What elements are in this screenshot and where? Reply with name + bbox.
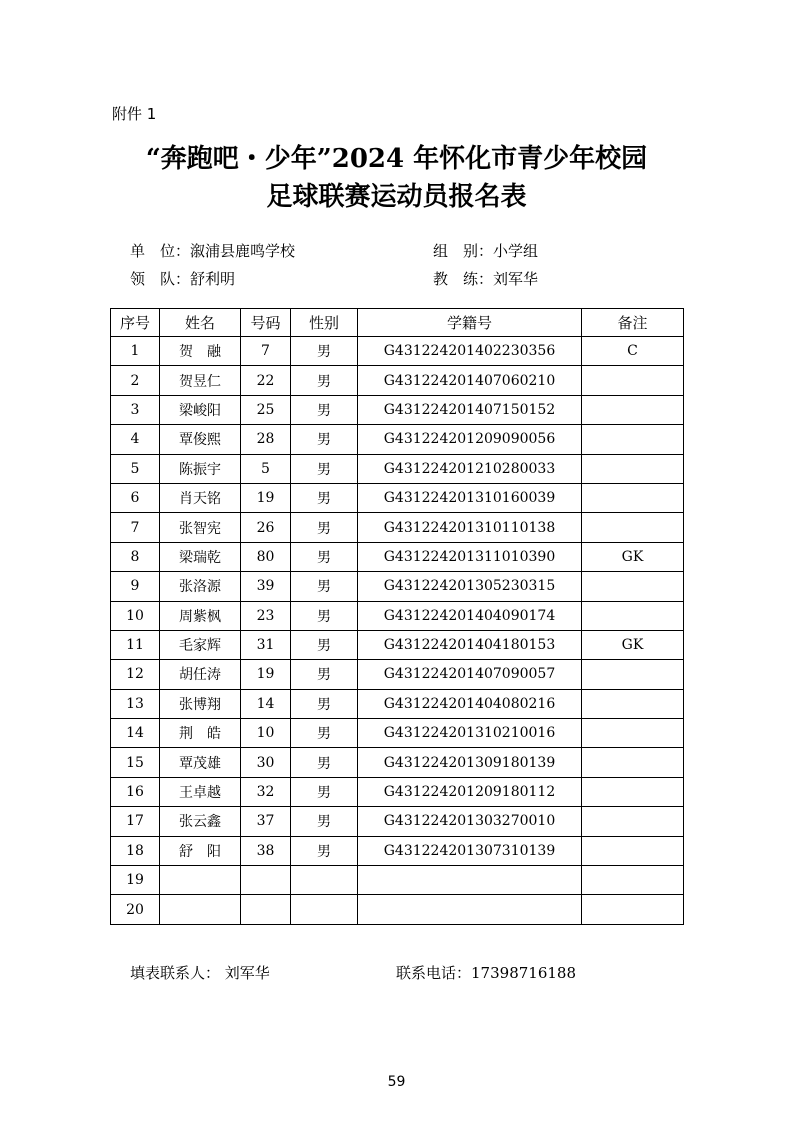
cell-name: 舒 阳 bbox=[160, 836, 241, 865]
cell-name: 张洛源 bbox=[160, 572, 241, 601]
page-number: 59 bbox=[387, 1074, 406, 1090]
cell-student-id bbox=[358, 895, 582, 924]
group-label: 组 别： bbox=[433, 242, 494, 260]
cell-name bbox=[160, 866, 241, 895]
table-row bbox=[111, 337, 684, 366]
header-remark: 备注 bbox=[582, 309, 684, 337]
group-info bbox=[433, 240, 538, 261]
table-row bbox=[111, 777, 684, 806]
cell-remark bbox=[582, 454, 684, 483]
cell-name: 覃茂雄 bbox=[160, 748, 241, 777]
contact-value: 刘军华 bbox=[224, 964, 270, 982]
table-row bbox=[111, 630, 684, 659]
contact-person bbox=[130, 962, 270, 983]
cell-gender: 男 bbox=[291, 601, 358, 630]
cell-seq: 15 bbox=[111, 748, 160, 777]
cell-number: 31 bbox=[241, 630, 291, 659]
unit-value: 溆浦县鹿鸣学校 bbox=[190, 242, 296, 260]
table-row bbox=[111, 719, 684, 748]
group-value: 小学组 bbox=[493, 242, 539, 260]
coach-label: 教 练： bbox=[433, 270, 494, 288]
cell-student-id: G431224201404080216 bbox=[358, 689, 582, 718]
cell-number bbox=[241, 895, 291, 924]
cell-remark bbox=[582, 513, 684, 542]
cell-remark bbox=[582, 836, 684, 865]
cell-remark bbox=[582, 572, 684, 601]
cell-number: 38 bbox=[241, 836, 291, 865]
cell-student-id: G431224201407150152 bbox=[358, 395, 582, 424]
cell-remark bbox=[582, 866, 684, 895]
cell-gender: 男 bbox=[291, 366, 358, 395]
cell-gender: 男 bbox=[291, 836, 358, 865]
cell-remark bbox=[582, 395, 684, 424]
cell-student-id: G431224201311010390 bbox=[358, 542, 582, 571]
table-row bbox=[111, 572, 684, 601]
table-row bbox=[111, 425, 684, 454]
cell-seq: 2 bbox=[111, 366, 160, 395]
cell-number: 10 bbox=[241, 719, 291, 748]
cell-name: 王卓越 bbox=[160, 777, 241, 806]
cell-seq: 3 bbox=[111, 395, 160, 424]
cell-remark bbox=[582, 719, 684, 748]
table-row bbox=[111, 866, 684, 895]
cell-number: 23 bbox=[241, 601, 291, 630]
cell-number: 5 bbox=[241, 454, 291, 483]
cell-name: 周紫枫 bbox=[160, 601, 241, 630]
cell-number: 26 bbox=[241, 513, 291, 542]
cell-remark: GK bbox=[582, 542, 684, 571]
coach-value: 刘军华 bbox=[493, 270, 539, 288]
cell-seq: 16 bbox=[111, 777, 160, 806]
cell-gender: 男 bbox=[291, 395, 358, 424]
cell-student-id: G431224201209180112 bbox=[358, 777, 582, 806]
cell-remark bbox=[582, 895, 684, 924]
cell-number: 14 bbox=[241, 689, 291, 718]
cell-remark bbox=[582, 483, 684, 512]
attachment-label: 附件 1 bbox=[112, 105, 157, 123]
cell-remark bbox=[582, 689, 684, 718]
form-title-line-1: “奔跑吧・少年”2024 年怀化市青少年校园 bbox=[145, 144, 648, 174]
cell-seq: 5 bbox=[111, 454, 160, 483]
cell-number: 32 bbox=[241, 777, 291, 806]
table-row bbox=[111, 454, 684, 483]
unit-label: 单 位： bbox=[130, 242, 191, 260]
cell-name: 张智宪 bbox=[160, 513, 241, 542]
phone-value: 17398716188 bbox=[471, 964, 576, 982]
table-row bbox=[111, 483, 684, 512]
cell-student-id: G431224201210280033 bbox=[358, 454, 582, 483]
cell-gender: 男 bbox=[291, 807, 358, 836]
cell-student-id: G431224201209090056 bbox=[358, 425, 582, 454]
table-row bbox=[111, 689, 684, 718]
cell-gender: 男 bbox=[291, 630, 358, 659]
cell-student-id: G431224201310210016 bbox=[358, 719, 582, 748]
header-name: 姓名 bbox=[160, 309, 241, 337]
cell-student-id: G431224201305230315 bbox=[358, 572, 582, 601]
table-row bbox=[111, 513, 684, 542]
cell-student-id: G431224201407090057 bbox=[358, 660, 582, 689]
cell-number: 39 bbox=[241, 572, 291, 601]
cell-gender: 男 bbox=[291, 483, 358, 512]
cell-gender: 男 bbox=[291, 337, 358, 366]
table-row bbox=[111, 542, 684, 571]
cell-number: 37 bbox=[241, 807, 291, 836]
form-title-line-2: 足球联赛运动员报名表 bbox=[266, 182, 527, 212]
cell-seq: 7 bbox=[111, 513, 160, 542]
cell-remark bbox=[582, 660, 684, 689]
cell-student-id bbox=[358, 866, 582, 895]
cell-student-id: G431224201402230356 bbox=[358, 337, 582, 366]
cell-name: 覃俊熙 bbox=[160, 425, 241, 454]
cell-seq: 11 bbox=[111, 630, 160, 659]
cell-student-id: G431224201310110138 bbox=[358, 513, 582, 542]
cell-gender: 男 bbox=[291, 689, 358, 718]
cell-name: 贺 融 bbox=[160, 337, 241, 366]
cell-name: 梁瑞乾 bbox=[160, 542, 241, 571]
leader-info bbox=[130, 268, 235, 289]
cell-seq: 9 bbox=[111, 572, 160, 601]
cell-gender: 男 bbox=[291, 748, 358, 777]
cell-seq: 17 bbox=[111, 807, 160, 836]
contact-phone bbox=[396, 962, 576, 983]
table-row bbox=[111, 395, 684, 424]
leader-value: 舒利明 bbox=[190, 270, 236, 288]
cell-number: 30 bbox=[241, 748, 291, 777]
cell-gender: 男 bbox=[291, 777, 358, 806]
header-student-id: 学籍号 bbox=[358, 309, 582, 337]
cell-student-id: G431224201303270010 bbox=[358, 807, 582, 836]
cell-gender: 男 bbox=[291, 513, 358, 542]
cell-student-id: G431224201307310139 bbox=[358, 836, 582, 865]
cell-name: 张云鑫 bbox=[160, 807, 241, 836]
cell-seq: 4 bbox=[111, 425, 160, 454]
cell-number: 7 bbox=[241, 337, 291, 366]
cell-remark: C bbox=[582, 337, 684, 366]
cell-student-id: G431224201404180153 bbox=[358, 630, 582, 659]
table-row bbox=[111, 836, 684, 865]
cell-seq: 20 bbox=[111, 895, 160, 924]
cell-seq: 14 bbox=[111, 719, 160, 748]
cell-gender: 男 bbox=[291, 719, 358, 748]
cell-remark bbox=[582, 748, 684, 777]
cell-name: 毛家辉 bbox=[160, 630, 241, 659]
table-row bbox=[111, 807, 684, 836]
cell-gender: 男 bbox=[291, 454, 358, 483]
cell-gender: 男 bbox=[291, 660, 358, 689]
cell-seq: 8 bbox=[111, 542, 160, 571]
cell-name: 胡任涛 bbox=[160, 660, 241, 689]
cell-name: 陈振宇 bbox=[160, 454, 241, 483]
header-number: 号码 bbox=[241, 309, 291, 337]
cell-student-id: G431224201407060210 bbox=[358, 366, 582, 395]
cell-seq: 10 bbox=[111, 601, 160, 630]
cell-seq: 12 bbox=[111, 660, 160, 689]
table-row bbox=[111, 660, 684, 689]
table-row bbox=[111, 366, 684, 395]
cell-student-id: G431224201310160039 bbox=[358, 483, 582, 512]
cell-number: 25 bbox=[241, 395, 291, 424]
cell-number: 28 bbox=[241, 425, 291, 454]
table-row bbox=[111, 748, 684, 777]
cell-number bbox=[241, 866, 291, 895]
phone-label: 联系电话： bbox=[396, 964, 472, 982]
cell-remark bbox=[582, 601, 684, 630]
cell-name: 贺昱仁 bbox=[160, 366, 241, 395]
cell-seq: 1 bbox=[111, 337, 160, 366]
coach-info bbox=[433, 268, 538, 289]
cell-seq: 19 bbox=[111, 866, 160, 895]
contact-label: 填表联系人： bbox=[130, 964, 221, 982]
unit-info bbox=[130, 240, 295, 261]
roster-table bbox=[110, 308, 684, 925]
cell-name: 肖天铭 bbox=[160, 483, 241, 512]
cell-number: 22 bbox=[241, 366, 291, 395]
cell-name bbox=[160, 895, 241, 924]
cell-gender: 男 bbox=[291, 572, 358, 601]
header-seq: 序号 bbox=[111, 309, 160, 337]
cell-seq: 13 bbox=[111, 689, 160, 718]
cell-remark bbox=[582, 366, 684, 395]
cell-name: 梁峻阳 bbox=[160, 395, 241, 424]
cell-gender bbox=[291, 866, 358, 895]
cell-number: 80 bbox=[241, 542, 291, 571]
cell-student-id: G431224201404090174 bbox=[358, 601, 582, 630]
cell-student-id: G431224201309180139 bbox=[358, 748, 582, 777]
table-row bbox=[111, 601, 684, 630]
cell-gender bbox=[291, 895, 358, 924]
table-row bbox=[111, 895, 684, 924]
cell-remark: GK bbox=[582, 630, 684, 659]
cell-gender: 男 bbox=[291, 425, 358, 454]
cell-seq: 6 bbox=[111, 483, 160, 512]
header-gender: 性别 bbox=[291, 309, 358, 337]
cell-seq: 18 bbox=[111, 836, 160, 865]
cell-name: 荆 皓 bbox=[160, 719, 241, 748]
cell-remark bbox=[582, 777, 684, 806]
cell-name: 张博翔 bbox=[160, 689, 241, 718]
cell-remark bbox=[582, 807, 684, 836]
table-header-row bbox=[111, 309, 684, 337]
cell-remark bbox=[582, 425, 684, 454]
cell-gender: 男 bbox=[291, 542, 358, 571]
cell-number: 19 bbox=[241, 660, 291, 689]
cell-number: 19 bbox=[241, 483, 291, 512]
leader-label: 领 队： bbox=[130, 270, 191, 288]
